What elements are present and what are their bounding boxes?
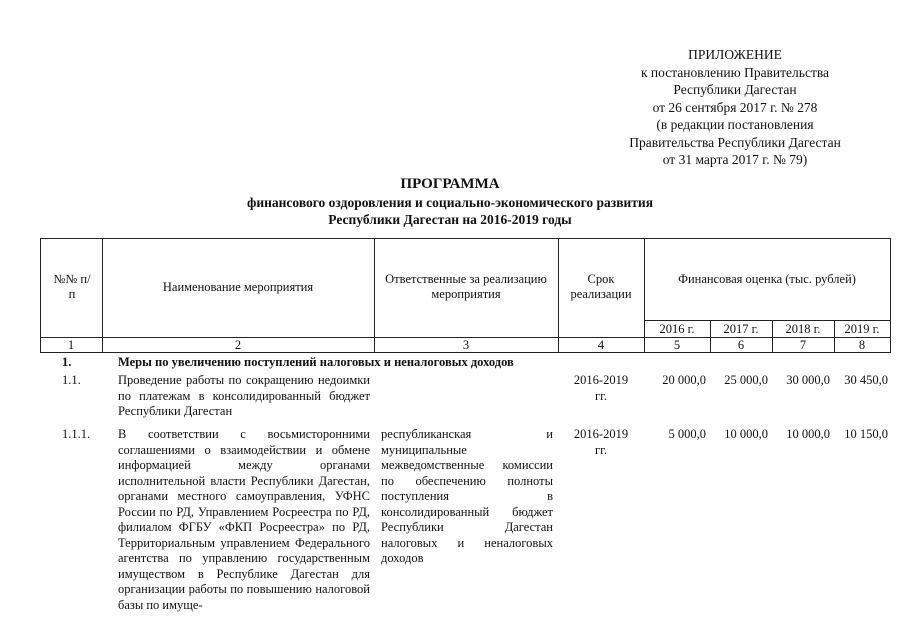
section-number: 1. [62,355,72,369]
row-value-2019: 30 450,0 [844,373,888,387]
appendix-title: ПРИЛОЖЕНИЕ [688,47,782,62]
table-left-border [40,238,41,353]
program-subtitle: финансового оздоровления и социально-экономического развития [246,194,654,210]
header-number: №№ п/п [53,272,91,301]
header-year-2016: 2016 г. [659,322,695,336]
column-number: 7 [799,338,807,352]
header-term: Срок реализации [570,272,632,301]
program-title-block [150,176,750,229]
appendix-line: к постановлению Правительства [640,64,830,80]
appendix-line: от 31 марта 2017 г. № 79) [662,152,808,167]
column-number: 3 [462,338,470,352]
appendix-line: Республики Дагестан [673,82,797,97]
program-subtitle: Республики Дагестан на 2016-2019 годы [328,212,572,227]
column-divider [558,238,559,353]
program-title: ПРОГРАММА [400,176,500,192]
appendix-line: (в редакции постановления [656,117,814,132]
row-term: 2016-2019 гг. [573,373,629,403]
header-year-2019: 2019 г. [844,322,880,336]
column-number: 2 [234,338,242,352]
header-name: Наименование мероприятия [162,280,314,294]
row-value-2018: 30 000,0 [786,373,830,387]
section-title: Меры по увеличению поступлений налоговых и неналоговых доходов [118,355,514,369]
row-name: Проведение работы по сокращению недоимки по платежам в консолидированный бюджет Республики Дагестан [118,373,370,418]
column-number: 5 [673,338,681,352]
row-term: 2016-2019 гг. [573,427,629,457]
column-divider [102,238,103,353]
appendix-block [600,46,870,169]
row-number: 1.1.1. [62,427,91,441]
column-divider [374,238,375,353]
appendix-line: от 26 сентября 2017 г. № 278 [652,99,818,115]
row-value-2016: 5 000,0 [668,427,706,441]
row-number: 1.1. [62,373,81,387]
row-value-2017: 10 000,0 [724,427,768,441]
row-value-2018: 10 000,0 [786,427,830,441]
column-number: 8 [858,338,866,352]
appendix-line: Правительства Республики Дагестан [629,134,841,150]
row-value-2016: 20 000,0 [662,373,706,387]
header-financial: Финансовая оценка (тыс. рублей) [678,272,856,286]
header-responsible: Ответственные за реализацию мероприятия [385,272,547,301]
years-row-top-border [644,320,891,321]
column-number: 1 [67,338,75,352]
table-top-border [40,238,891,239]
row-responsible: республиканская и муниципальные межведомственные комиссии по обеспечению полноты поступления в консолидированный бюджет Республики Дагестан налоговых и неналоговых доходов [381,427,553,565]
header-year-2018: 2018 г. [785,322,821,336]
column-number: 4 [597,338,605,352]
column-number: 6 [737,338,745,352]
header-year-2017: 2017 г. [723,322,759,336]
row-value-2019: 10 150,0 [844,427,888,441]
row-name: В соответствии с восьмисторонними соглашениями о взаимодействии и обмене информацией между органами исполнительной власти Республики Дагестан, органами местного самоуправления, УФНС России по РД, Управлением Росреестра по РД, филиалом ФГБУ «ФКП Росреестра» по РД, Территориальным управлением Федерального агентства по управлению государственным имуществом в Республике Дагестан для организации работы по повышению налоговой базы по имуще- [118,427,370,612]
row-value-2017: 25 000,0 [724,373,768,387]
table-right-border [890,238,891,353]
